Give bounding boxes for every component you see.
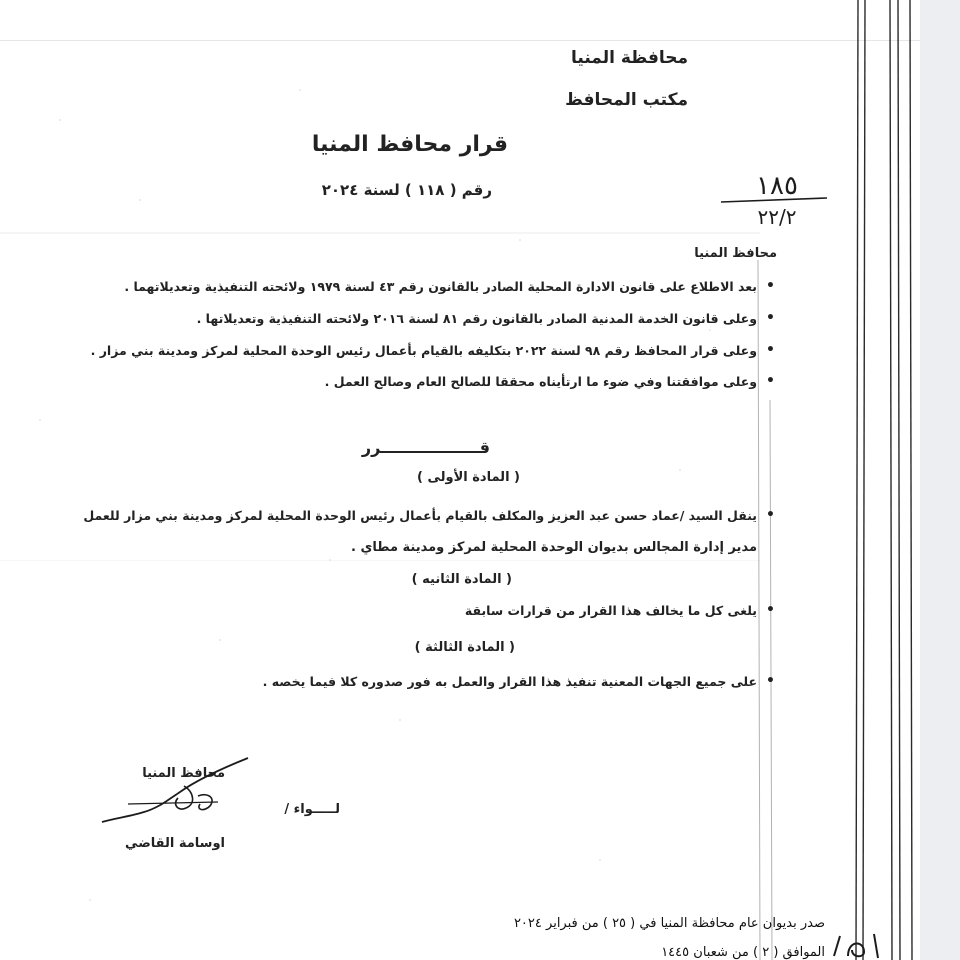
handwritten-number: ١٨٥ xyxy=(756,171,798,201)
preamble-item: • وعلى قرار المحافظ رقم ٩٨ لسنة ٢٠٢٢ بتكليفه بالقيام بأعمال رئيس الوحدة المحلية لمركز ومدينة بني مزار . xyxy=(91,343,777,358)
preamble-item: • وعلى قانون الخدمة المدنية الصادر بالقانون رقم ٨١ لسنة ٢٠١٦ ولائحته التنفيذية وتعديلاتها . xyxy=(197,311,777,326)
issued-line: صدر بديوان عام محافظة المنيا في ( ٢٥ ) من فبراير ٢٠٢٤ xyxy=(513,916,825,931)
governorate-header: محافظة المنيا xyxy=(571,48,688,68)
scan-right-margin xyxy=(920,0,960,960)
footer-handwritten-mark xyxy=(830,930,890,960)
corresponding-date-line: الموافق ( ٢ ) من شعبان ١٤٤٥ xyxy=(661,945,825,960)
article-1-line-1: • ينقل السيد /عماد حسن عبد العزيز والمكلف بالقيام بأعمال رئيس الوحدة المحلية لمركز ومدينة بني مزار للعمل xyxy=(83,508,777,523)
decision-title: قرار محافظ المنيا xyxy=(311,132,508,157)
handwritten-signature xyxy=(98,752,258,832)
preamble-intro: محافظ المنيا xyxy=(694,246,777,261)
office-header: مكتب المحافظ xyxy=(565,90,688,110)
article-2-line: • يلغى كل ما يخالف هذا القرار من قرارات سابقة xyxy=(465,603,777,618)
article-3-title: ( المادة الثالثة ) xyxy=(414,640,515,655)
article-2-title: ( المادة الثانيه ) xyxy=(411,572,512,587)
signature-name: اوسامة القاضي xyxy=(125,836,225,851)
decides-heading: قــــــــــــــــــرر xyxy=(361,438,490,457)
preamble-item: • بعد الاطلاع على قانون الادارة المحلية الصادر بالقانون رقم ٤٣ لسنة ١٩٧٩ ولائحته التنفيذية وتعديلاتهما . xyxy=(124,279,777,294)
signature-rank: لـــــواء / xyxy=(284,802,340,817)
handwritten-date: ٢٢/٢ xyxy=(757,205,797,229)
preamble-item: • وعلى موافقتنا وفي ضوء ما ارتأيناه محققا للصالح العام وصالح العمل . xyxy=(325,374,777,389)
page-edge-lines xyxy=(740,0,920,960)
handwritten-reference xyxy=(715,168,835,230)
article-3-line: • على جميع الجهات المعنية تنفيذ هذا القرار والعمل به فور صدوره كلا فيما يخصه . xyxy=(263,674,777,689)
article-1-line-2: مدير إدارة المجالس بديوان الوحدة المحلية لمركز ومدينة مطاي . xyxy=(351,540,757,555)
signature-role: محافظ المنيا xyxy=(142,766,225,781)
article-1-title: ( المادة الأولى ) xyxy=(417,470,520,485)
decision-number: رقم ( ١١٨ ) لسنة ٢٠٢٤ xyxy=(321,181,492,199)
